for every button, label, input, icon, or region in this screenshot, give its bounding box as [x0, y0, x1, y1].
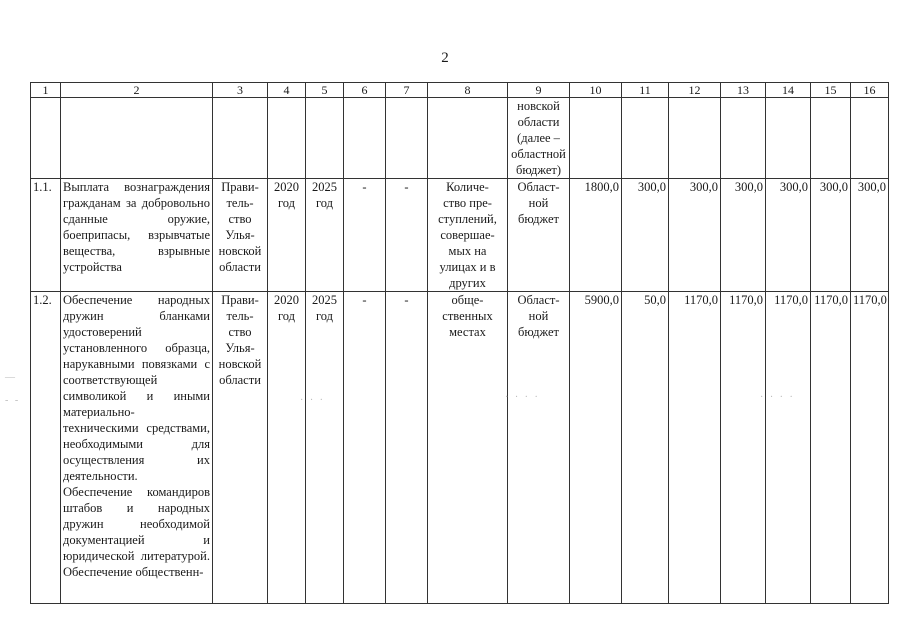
- table-row: [31, 292, 889, 604]
- start-year: 2020 год: [268, 292, 306, 604]
- col-header: 4: [268, 83, 306, 98]
- col7-value: -: [386, 292, 428, 604]
- year-amount: 1170,0: [851, 292, 889, 604]
- start-year: 2020 год: [268, 179, 306, 292]
- col-header: 16: [851, 83, 889, 98]
- col-header: 14: [766, 83, 811, 98]
- year-amount: 1170,0: [766, 292, 811, 604]
- funding-source: Област- ной бюджет: [508, 292, 570, 604]
- year-amount: 300,0: [766, 179, 811, 292]
- year-amount: 1170,0: [669, 292, 721, 604]
- year-amount: 50,0: [622, 292, 669, 604]
- header-row: [31, 83, 889, 98]
- table-row: [31, 179, 889, 292]
- year-amount: 300,0: [622, 179, 669, 292]
- row-number: 1.2.: [31, 292, 61, 604]
- col-header: 11: [622, 83, 669, 98]
- col6-value: -: [344, 179, 386, 292]
- col-header: 9: [508, 83, 570, 98]
- col-header: 10: [570, 83, 622, 98]
- row-number: 1.1.: [31, 179, 61, 292]
- continuation-row: [31, 98, 889, 179]
- page-number: 2: [441, 50, 449, 66]
- scan-mark: —: [5, 372, 17, 383]
- year-amount: 300,0: [721, 179, 766, 292]
- scan-mark: · · ·: [300, 395, 325, 406]
- measure-name: Выплата вознаграждения гражданам за добровольно сданные оружие, боеприпасы, взрывчатые вещества, взрывные устройства: [61, 179, 213, 292]
- col-header: 5: [306, 83, 344, 98]
- col-header: 13: [721, 83, 766, 98]
- year-amount: 1170,0: [811, 292, 851, 604]
- program-table: [30, 82, 889, 604]
- col6-value: -: [344, 292, 386, 604]
- col-header: 15: [811, 83, 851, 98]
- executor: Прави- тель- ство Улья- новской области: [213, 179, 268, 292]
- col-header: 8: [428, 83, 508, 98]
- col-header: 1: [31, 83, 61, 98]
- scan-mark: - -: [5, 395, 21, 406]
- end-year: 2025 год: [306, 292, 344, 604]
- col-header: 7: [386, 83, 428, 98]
- funding-source-continued: новской области (далее – областной бюджет): [508, 98, 570, 179]
- executor: Прави- тель- ство Улья- новской области: [213, 292, 268, 604]
- col-header: 3: [213, 83, 268, 98]
- measure-name: Обеспечение народных дружин бланками удостоверений установленного образца, нарукавными повязками с соответствующей символикой и иными материально-техническими средствами, необходимыми для осуществления их деятельности. Обеспечение командиров штабов и народных дружин необходимой документацией и юридической литературой. Обеспечение общественн-: [61, 292, 213, 604]
- year-amount: 300,0: [811, 179, 851, 292]
- funding-source: Област- ной бюджет: [508, 179, 570, 292]
- year-amount: 1170,0: [721, 292, 766, 604]
- col7-value: -: [386, 179, 428, 292]
- total-amount: 1800,0: [570, 179, 622, 292]
- scan-mark: · · · ·: [505, 392, 540, 403]
- year-amount: 300,0: [851, 179, 889, 292]
- col-header: 2: [61, 83, 213, 98]
- indicator: обще- ственных местах: [428, 292, 508, 604]
- scan-mark: · · · ·: [760, 392, 795, 403]
- end-year: 2025 год: [306, 179, 344, 292]
- col-header: 12: [669, 83, 721, 98]
- col-header: 6: [344, 83, 386, 98]
- year-amount: 300,0: [669, 179, 721, 292]
- indicator: Количе- ство пре- ступлений, совершае- мых на улицах и в других: [428, 179, 508, 292]
- total-amount: 5900,0: [570, 292, 622, 604]
